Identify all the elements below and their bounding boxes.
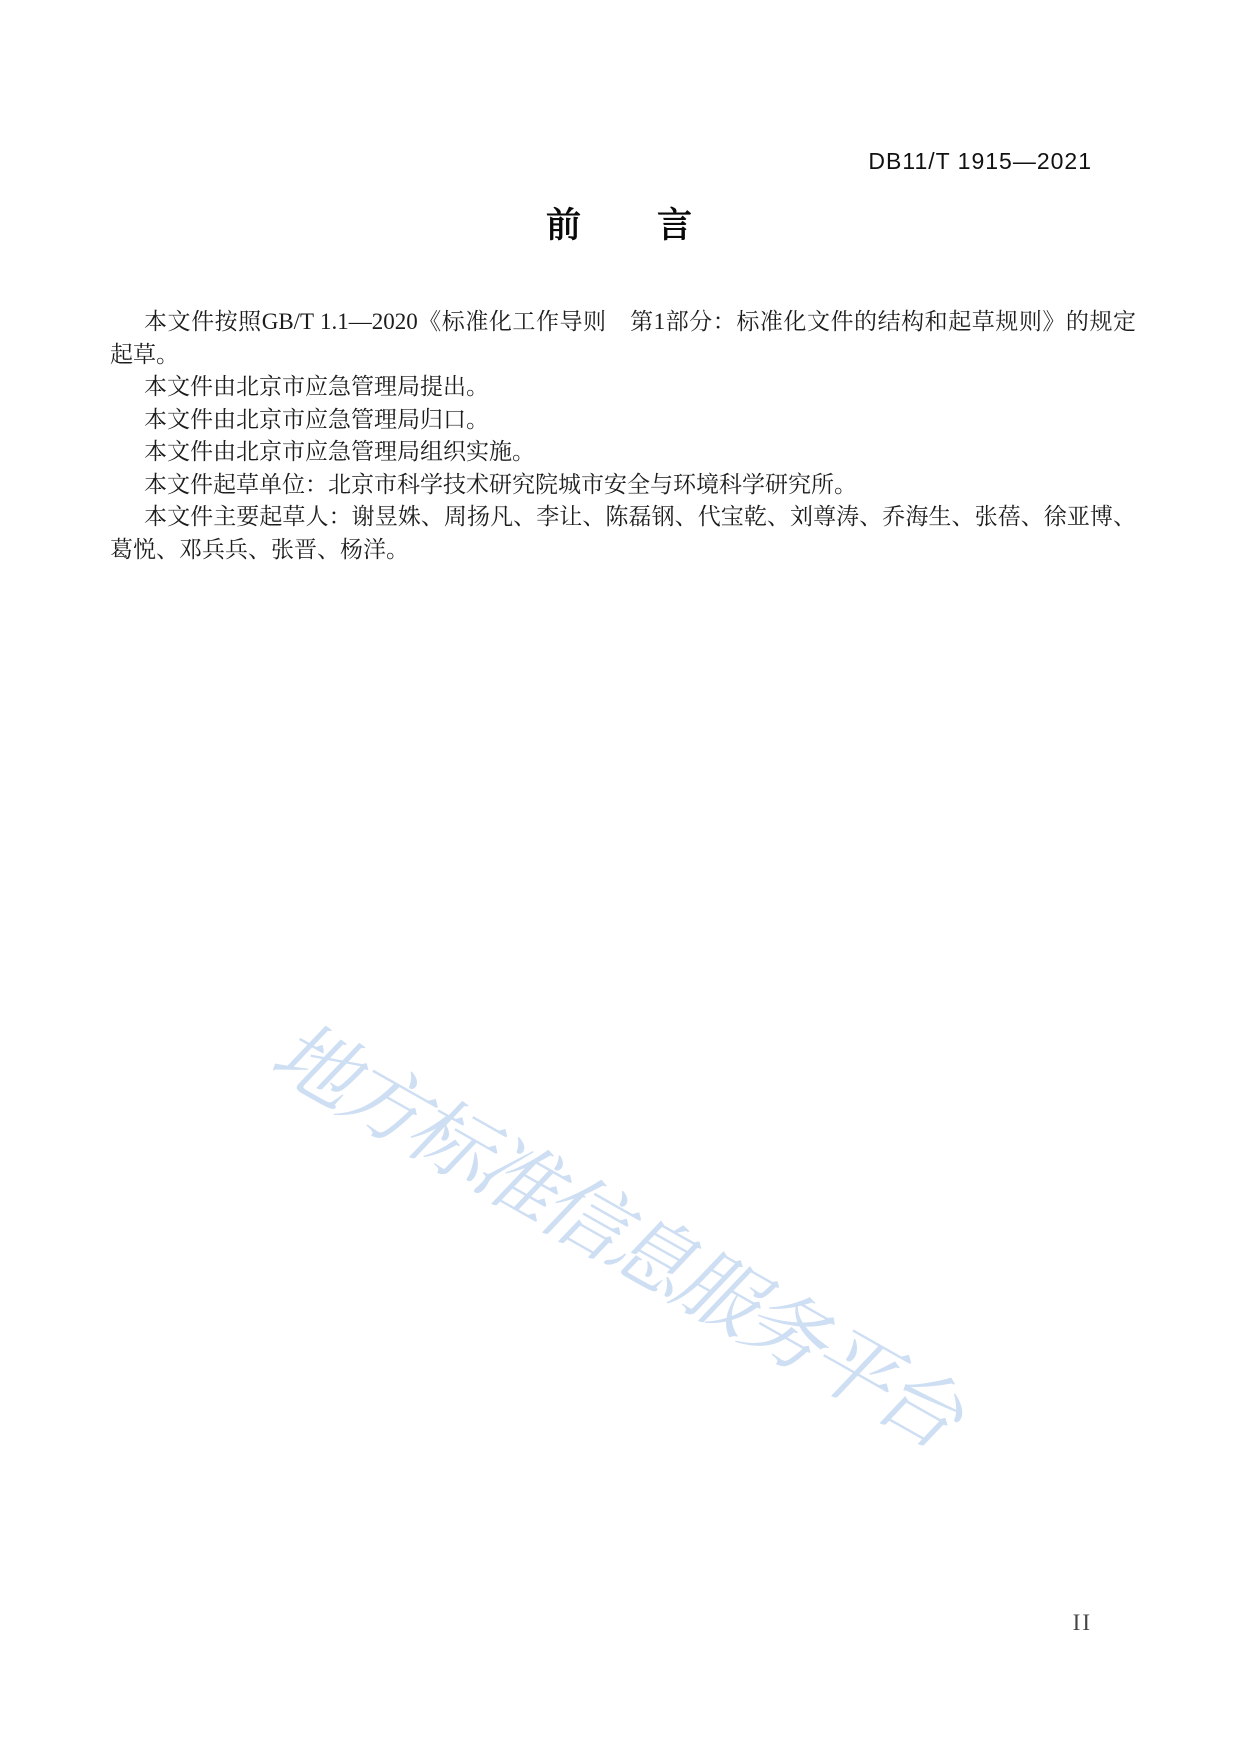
paragraph-basis: 本文件按照GB/T 1.1—2020《标准化工作导则 第1部分：标准化文件的结构和起草规则》的规定起草。 <box>110 309 1136 367</box>
paragraph-drafters: 本文件主要起草人：谢昱姝、周扬凡、李让、陈磊钢、代宝乾、刘尊涛、乔海生、张蓓、徐亚博、葛悦、邓兵兵、张晋、杨洋。 <box>110 504 1136 562</box>
standard-code: DB11/T 1915—2021 <box>868 148 1092 174</box>
page-title: 前 言 <box>545 206 694 245</box>
paragraph-drafting-org: 本文件起草单位：北京市科学技术研究院城市安全与环境科学研究所。 <box>144 471 857 497</box>
page-number: II <box>1072 1610 1092 1635</box>
paragraph-implemented-by: 本文件由北京市应急管理局组织实施。 <box>144 439 535 464</box>
watermark-text: 地方标准信息服务平台 <box>257 1005 973 1464</box>
paragraph-centralized-by: 本文件由北京市应急管理局归口。 <box>144 406 489 432</box>
foreword-body <box>110 306 1136 566</box>
paragraph-proposed-by: 本文件由北京市应急管理局提出。 <box>144 374 489 399</box>
